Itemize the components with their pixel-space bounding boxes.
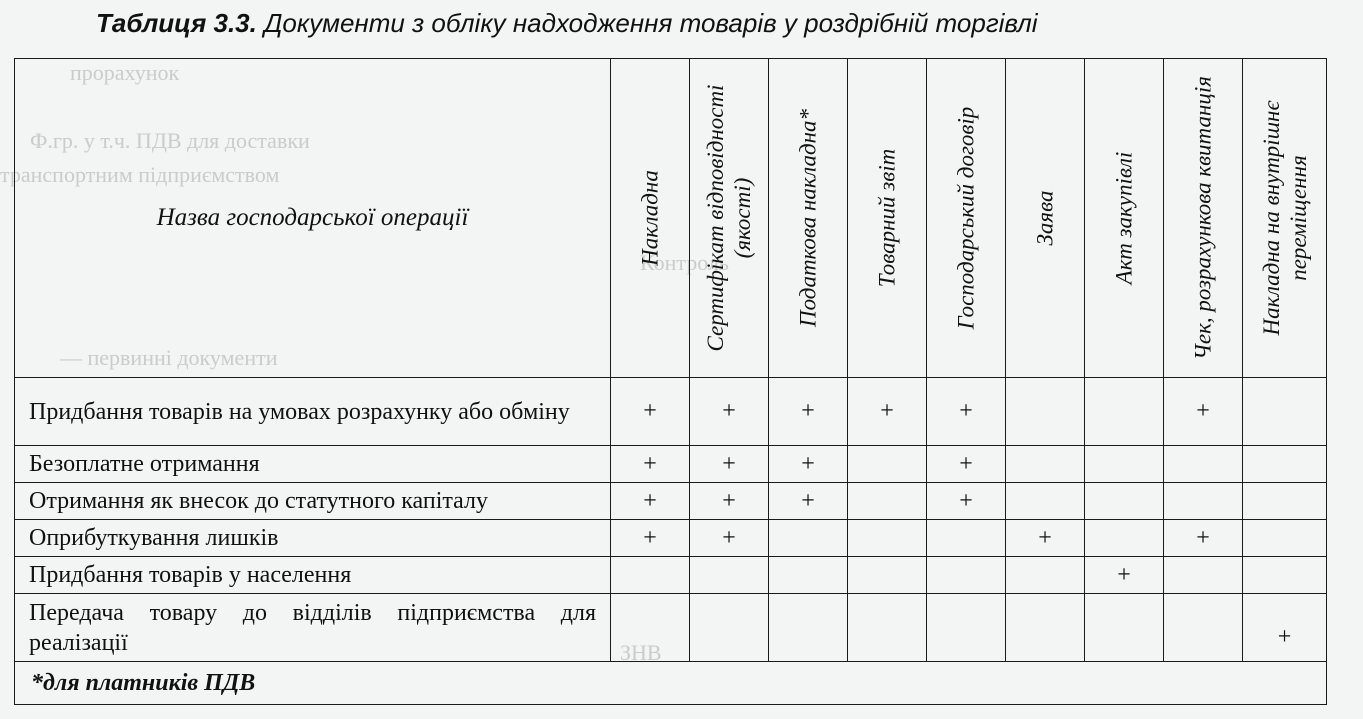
mark-cell: + bbox=[1085, 557, 1164, 594]
mark-cell: + bbox=[769, 483, 848, 520]
footnote-row bbox=[15, 662, 1327, 705]
mark-cell bbox=[1243, 520, 1327, 557]
column-header-internal-transfer: Накладна на внутрішнє переміщення bbox=[1243, 59, 1327, 378]
table-header-row bbox=[15, 59, 1327, 378]
column-header-purchase-act: Акт закупівлі bbox=[1085, 59, 1164, 378]
table-row bbox=[15, 483, 1327, 520]
mark-cell: + bbox=[611, 446, 690, 483]
mark-cell bbox=[769, 594, 848, 662]
operation-cell: Передача товару до відділів підприємства для реалізації bbox=[15, 594, 611, 662]
column-header-contract: Господарський договір bbox=[927, 59, 1006, 378]
mark-cell bbox=[769, 557, 848, 594]
mark-cell bbox=[927, 520, 1006, 557]
mark-cell bbox=[848, 594, 927, 662]
mark-cell bbox=[1006, 483, 1085, 520]
table-title-number: Таблиця 3.3. bbox=[96, 8, 257, 38]
mark-cell bbox=[1164, 557, 1243, 594]
table-row bbox=[15, 446, 1327, 483]
table-row bbox=[15, 557, 1327, 594]
mark-cell bbox=[1164, 483, 1243, 520]
mark-cell bbox=[848, 557, 927, 594]
mark-cell: + bbox=[769, 378, 848, 446]
mark-cell: + bbox=[1006, 520, 1085, 557]
mark-cell bbox=[927, 557, 1006, 594]
mark-cell: + bbox=[690, 446, 769, 483]
operation-cell: Придбання товарів у населення bbox=[15, 557, 611, 594]
table-row bbox=[15, 378, 1327, 446]
mark-cell bbox=[1085, 446, 1164, 483]
mark-cell: + bbox=[611, 520, 690, 557]
mark-cell: + bbox=[927, 483, 1006, 520]
mark-cell: + bbox=[690, 483, 769, 520]
table-row bbox=[15, 520, 1327, 557]
mark-cell bbox=[848, 483, 927, 520]
mark-cell bbox=[927, 594, 1006, 662]
operation-cell: Отримання як внесок до статутного капіталу bbox=[15, 483, 611, 520]
column-header-certificate: Сертифікат відповідності (якості) bbox=[690, 59, 769, 378]
mark-cell bbox=[1164, 594, 1243, 662]
table-title bbox=[96, 8, 1038, 39]
column-header-operation: Назва господарської операції bbox=[15, 59, 611, 378]
mark-cell bbox=[1243, 446, 1327, 483]
mark-cell: + bbox=[611, 378, 690, 446]
mark-cell bbox=[1085, 594, 1164, 662]
table-title-text: Документи з обліку надходження товарів у роздрібній торгівлі bbox=[264, 8, 1038, 38]
mark-cell: + bbox=[611, 483, 690, 520]
footnote: *для платників ПДВ bbox=[15, 662, 1327, 705]
mark-cell bbox=[848, 520, 927, 557]
operation-cell: Оприбуткування лишків bbox=[15, 520, 611, 557]
mark-cell bbox=[1006, 378, 1085, 446]
mark-cell: + bbox=[690, 520, 769, 557]
operation-cell: Придбання товарів на умовах розрахунку або обміну bbox=[15, 378, 611, 446]
column-header-application: Заява bbox=[1006, 59, 1085, 378]
mark-cell bbox=[769, 520, 848, 557]
column-header-receipt: Чек, розрахункова квитанція bbox=[1164, 59, 1243, 378]
mark-cell bbox=[1243, 483, 1327, 520]
operation-cell: Безоплатне отримання bbox=[15, 446, 611, 483]
column-header-goods-report: Товарний звіт bbox=[848, 59, 927, 378]
column-header-tax-invoice: Податкова накладна* bbox=[769, 59, 848, 378]
mark-cell bbox=[690, 594, 769, 662]
mark-cell bbox=[690, 557, 769, 594]
column-header-nakladna: Накладна bbox=[611, 59, 690, 378]
mark-cell bbox=[1006, 446, 1085, 483]
mark-cell: + bbox=[927, 446, 1006, 483]
mark-cell bbox=[1243, 557, 1327, 594]
mark-cell bbox=[848, 446, 927, 483]
mark-cell bbox=[1006, 557, 1085, 594]
mark-cell bbox=[1243, 378, 1327, 446]
mark-cell: + bbox=[1164, 520, 1243, 557]
mark-cell: + bbox=[848, 378, 927, 446]
mark-cell bbox=[1164, 446, 1243, 483]
mark-cell bbox=[611, 557, 690, 594]
mark-cell bbox=[1085, 483, 1164, 520]
mark-cell bbox=[1006, 594, 1085, 662]
mark-cell: + bbox=[769, 446, 848, 483]
mark-cell: + bbox=[1164, 378, 1243, 446]
mark-cell: + bbox=[690, 378, 769, 446]
mark-cell: + bbox=[1243, 594, 1327, 662]
mark-cell bbox=[611, 594, 690, 662]
documents-table bbox=[14, 58, 1327, 705]
mark-cell bbox=[1085, 520, 1164, 557]
mark-cell bbox=[1085, 378, 1164, 446]
mark-cell: + bbox=[927, 378, 1006, 446]
table-row bbox=[15, 594, 1327, 662]
